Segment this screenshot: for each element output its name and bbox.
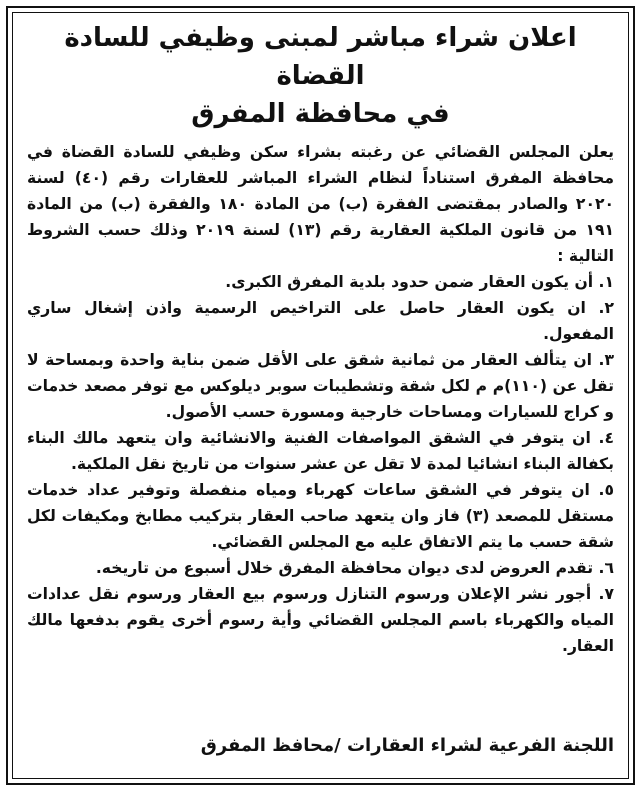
announcement-intro: يعلن المجلس القضائي عن رغبته بشراء سكن وظيفي للسادة القضاة في محافظة المفرق استناداً لنظام الشراء المباشر للعقارات رقم (٤٠) لسنة ٢٠٢٠ والصادر بمقتضى الفقرة (ب) من المادة ١٨٠ والفقرة (ب) من المادة ١٩١ من قانون الملكية العقارية رقم (١٣) لسنة ٢٠١٩ وذلك حسب الشروط التالية : — [27, 143, 615, 265]
condition-item: ٦. تقدم العروض لدى ديوان محافظة المفرق خلال أسبوع من تاريخه. — [95, 559, 614, 577]
condition-item: ٣. ان يتألف العقار من ثمانية شقق على الأقل ضمن بناية واحدة وبمساحة لا تقل عن (١١٠)م م لكل شقة وتشطيبات سوبر ديلوكس مع توفر مصعد خدمات و كراج للسيارات ومساحات خارجية ومسورة حسب الأصول. — [27, 351, 614, 421]
condition-item: ٤. ان يتوفر في الشقق المواصفات الفنية والانشائية وان يتعهد مالك البناء بكفالة البناء انشائيا لمدة لا تقل عن عشر سنوات من تاريخ نقل الملكية. — [27, 429, 614, 473]
announcement-frame — [6, 6, 635, 785]
conditions-list — [27, 269, 614, 659]
announcement-body — [27, 139, 614, 659]
announcement-inner-border — [12, 12, 629, 779]
announcement-subtitle: في محافظة المفرق — [191, 99, 450, 129]
announcement-signature: اللجنة الفرعية لشراء العقارات /محافظ المفرق — [200, 735, 614, 756]
condition-item: ١. أن يكون العقار ضمن حدود بلدية المفرق الكبرى. — [225, 273, 614, 291]
condition-item: ٧. أجور نشر الإعلان ورسوم التنازل ورسوم بيع العقار ورسوم نقل عدادات المياه والكهرباء باسم المجلس القضائي وأية رسوم أخرى يقوم بدفعها مالك العقار. — [27, 585, 614, 655]
condition-item: ٥. ان يتوفر في الشقق ساعات كهرباء ومياه منفصلة وتوفير عداد خدمات مستقل للمصعد (٣) فاز وان يتعهد صاحب العقار بتركيب مطابخ ومكيفات لكل شقة حسب ما يتم الاتفاق عليه مع المجلس القضائي. — [27, 481, 614, 551]
announcement-title: اعلان شراء مباشر لمبنى وظيفي للسادة القضاة — [64, 23, 577, 91]
condition-item: ٢. ان يكون العقار حاصل على التراخيص الرسمية واذن إشغال ساري المفعول. — [27, 299, 614, 343]
